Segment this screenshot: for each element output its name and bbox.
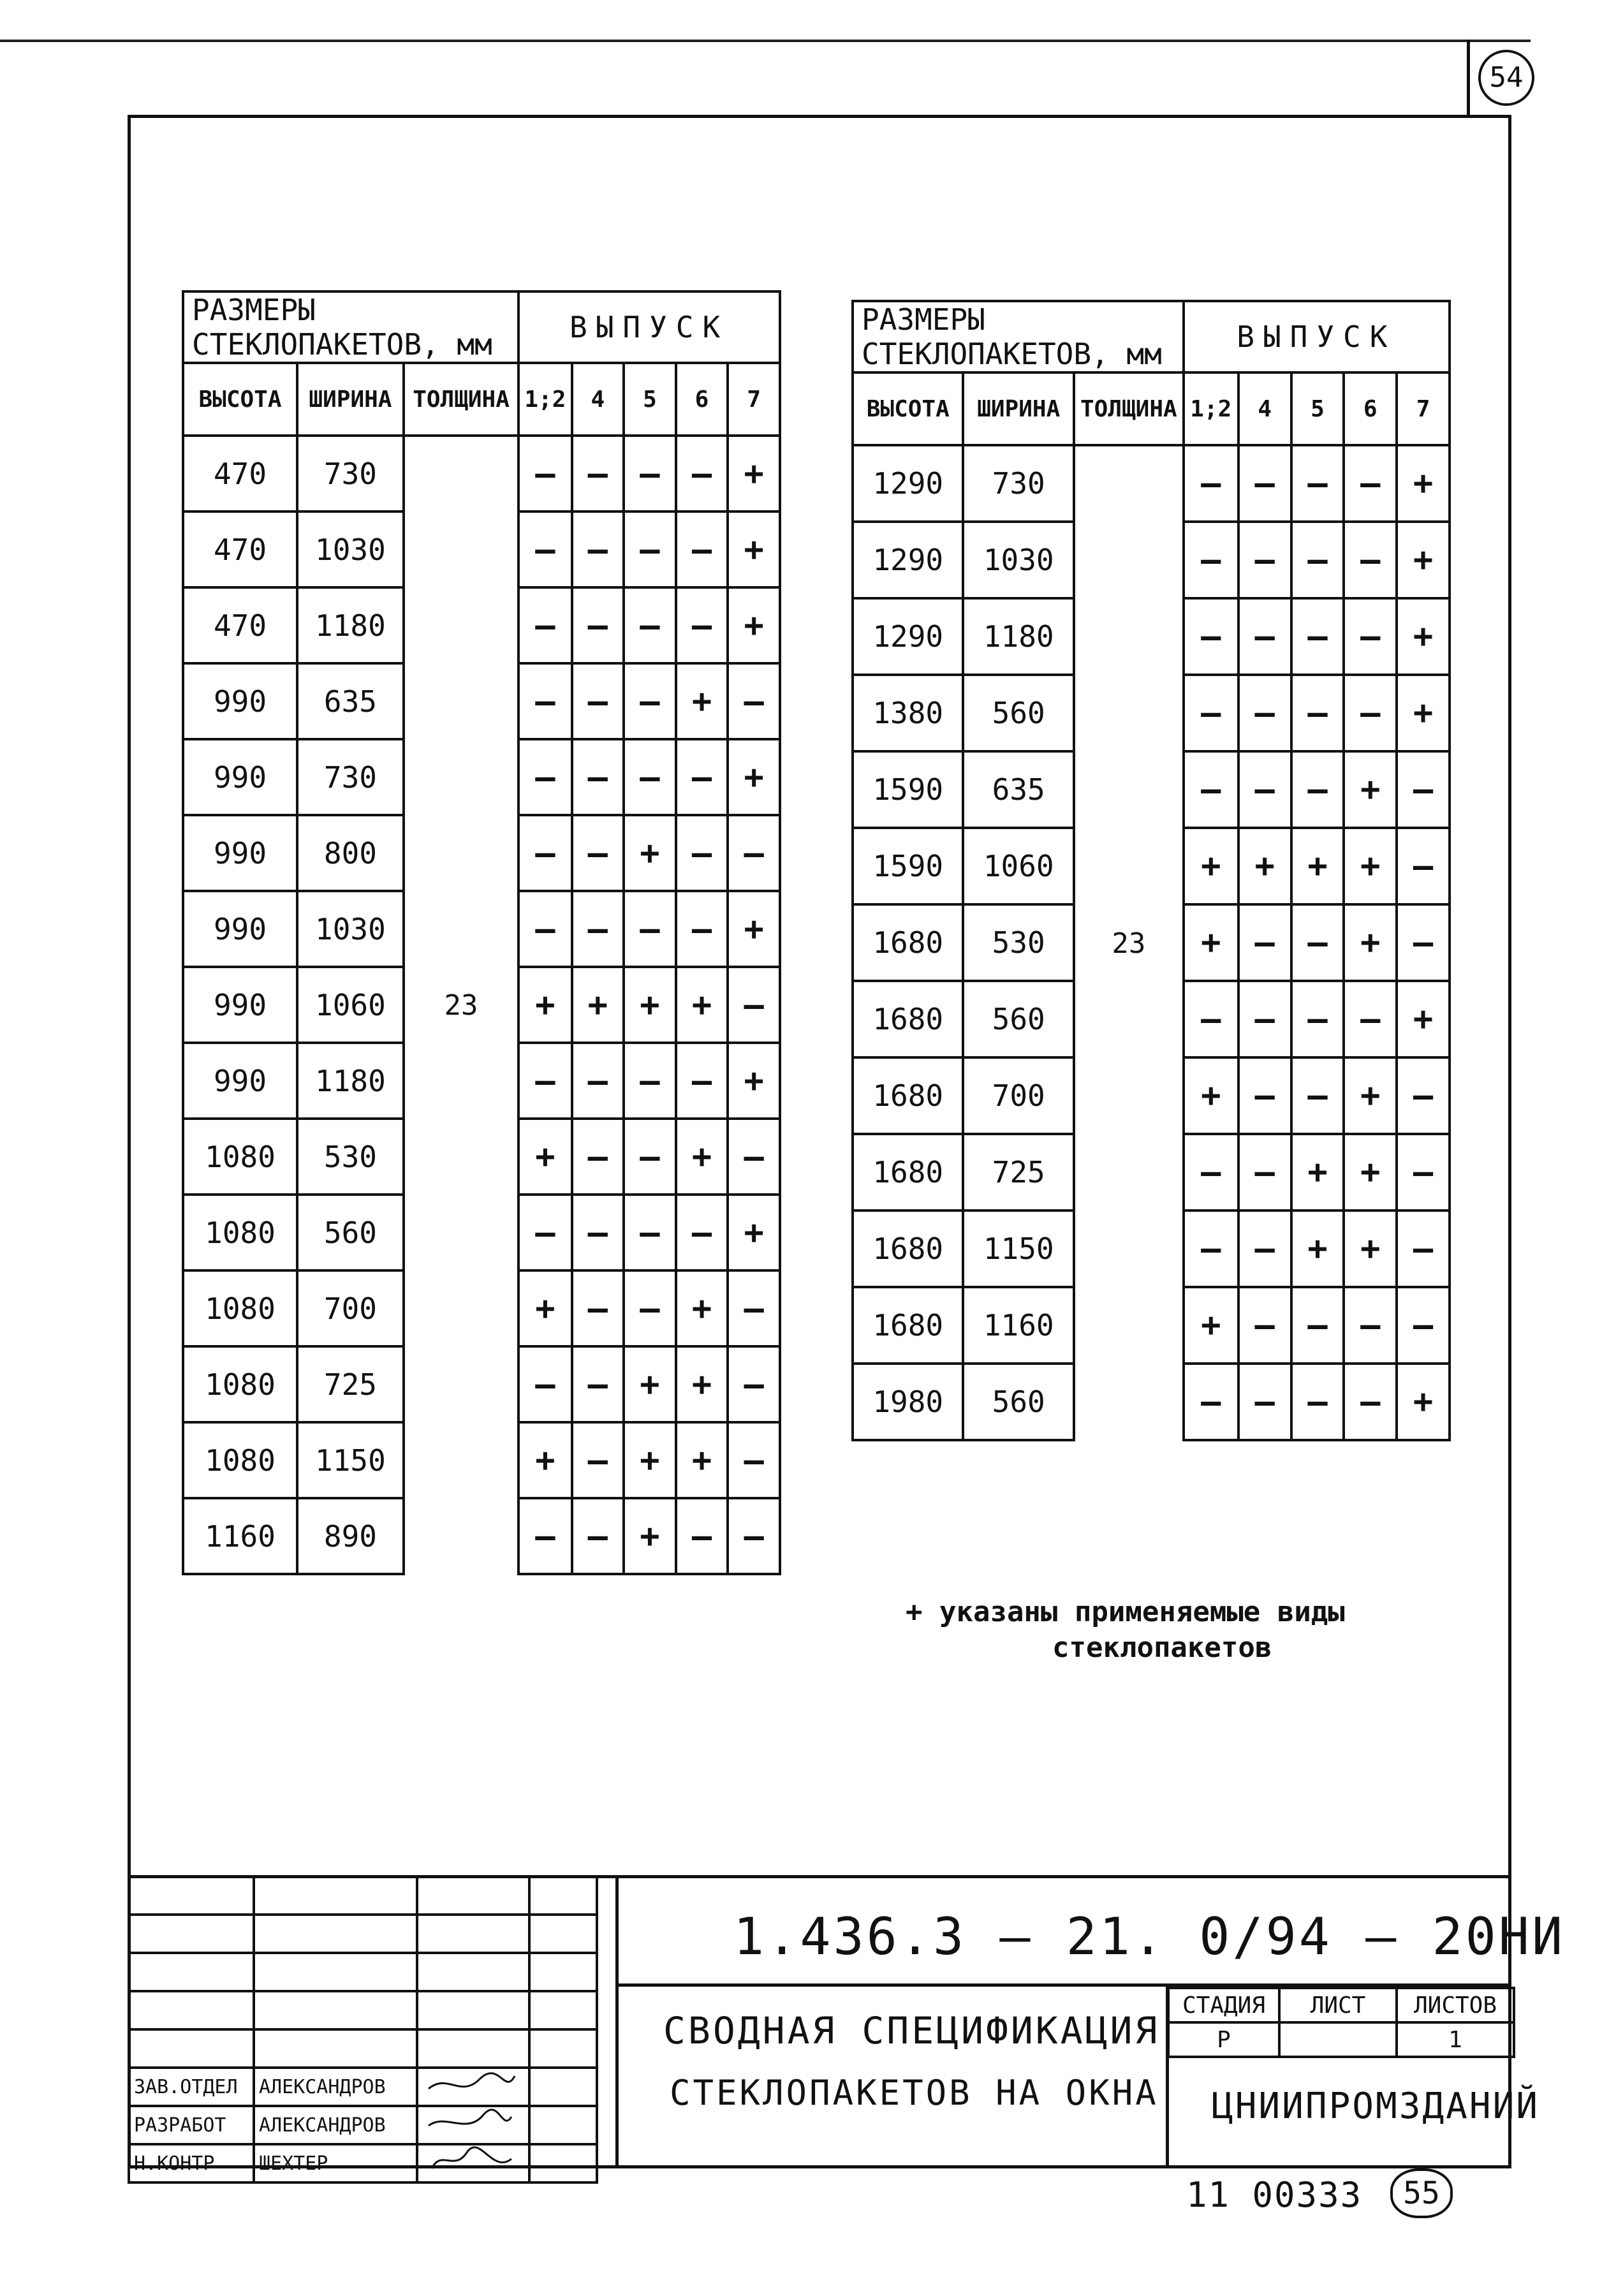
legend-note [906, 1594, 1467, 1666]
height-value: 990 [183, 739, 297, 815]
issue-mark: + [572, 967, 624, 1043]
height-value: 990 [183, 663, 297, 739]
right-header-sizes: РАЗМЕРЫ СТЕКЛОПАКЕТОВ, мм [853, 301, 1184, 372]
width-value: 730 [297, 739, 404, 815]
issue-mark: — [1238, 1211, 1291, 1287]
issue-mark: + [1184, 1287, 1238, 1364]
left-header-issue: ВЫПУСК [518, 291, 780, 363]
height-value: 1080 [183, 1195, 297, 1270]
doc-title-line-2: СТЕКЛОПАКЕТОВ НА ОКНА [670, 2073, 1159, 2113]
left-spec-table [182, 290, 781, 1575]
top-right-divider [1467, 40, 1470, 116]
issue-mark: + [1291, 1211, 1344, 1287]
issue-mark: — [518, 1043, 571, 1119]
issue-mark: — [676, 815, 728, 891]
width-value: 725 [963, 1134, 1073, 1211]
left-col-height: ВЫСОТА [183, 363, 297, 436]
right-col-width: ШИРИНА [963, 372, 1073, 445]
issue-mark: — [1397, 1057, 1450, 1134]
width-value: 560 [963, 675, 1073, 751]
issue-mark: — [728, 663, 780, 739]
sig-role: РАЗРАБОТ [129, 2106, 254, 2144]
height-value: 1680 [853, 1287, 963, 1364]
width-value: 1150 [963, 1211, 1073, 1287]
issue-mark: — [728, 1498, 780, 1574]
issue-mark: — [1291, 522, 1344, 598]
issue-mark: — [676, 891, 728, 967]
issue-mark: — [1291, 598, 1344, 675]
issue-mark: — [518, 587, 571, 663]
issue-mark: + [1238, 828, 1291, 904]
top-border-line [0, 40, 1531, 42]
thickness-value: 23 [1074, 445, 1184, 1440]
issue-mark: — [518, 1498, 571, 1574]
height-value: 990 [183, 967, 297, 1043]
sheets-value: 1 [1397, 2022, 1514, 2057]
height-value: 1680 [853, 1134, 963, 1211]
sheet-number-circle: 54 [1478, 50, 1534, 106]
sig-role: ЗАВ.ОТДЕЛ [129, 2068, 254, 2106]
issue-mark: — [1238, 1287, 1291, 1364]
width-value: 530 [297, 1119, 404, 1195]
sheets-label: ЛИСТОВ [1397, 1988, 1514, 2022]
right-spec-table [851, 300, 1451, 1441]
issue-mark: — [1238, 751, 1291, 828]
issue-mark: + [1344, 1134, 1397, 1211]
issue-mark: + [1344, 751, 1397, 828]
issue-mark: — [572, 1195, 624, 1270]
issue-mark: — [1238, 981, 1291, 1057]
issue-mark: — [1344, 445, 1397, 522]
issue-mark: — [518, 511, 571, 587]
height-value: 1680 [853, 1057, 963, 1134]
issue-mark: — [1397, 1134, 1450, 1211]
footer-number-circle: 55 [1390, 2168, 1453, 2218]
issue-mark: + [728, 891, 780, 967]
width-value: 730 [963, 445, 1073, 522]
width-value: 700 [963, 1057, 1073, 1134]
issue-mark: — [572, 891, 624, 967]
height-value: 1290 [853, 445, 963, 522]
issue-mark: — [624, 436, 676, 511]
issue-mark: + [728, 511, 780, 587]
issue-mark: + [518, 1422, 571, 1498]
issue-mark: — [624, 739, 676, 815]
footer-code: 11 00333 [1186, 2175, 1363, 2215]
issue-mark: + [676, 663, 728, 739]
table-row [853, 445, 1450, 522]
issue-mark: + [624, 815, 676, 891]
issue-mark: — [624, 663, 676, 739]
height-value: 1980 [853, 1364, 963, 1440]
sheet-label: ЛИСТ [1279, 1988, 1397, 2022]
issue-mark: — [624, 1119, 676, 1195]
sig-name: АЛЕКСАНДРОВ [254, 2106, 417, 2144]
left-issue-col: 6 [676, 363, 728, 436]
issue-mark: + [1184, 1057, 1238, 1134]
table-row [183, 436, 780, 511]
issue-mark: + [518, 1270, 571, 1346]
height-value: 470 [183, 511, 297, 587]
issue-mark: — [518, 436, 571, 511]
width-value: 635 [297, 663, 404, 739]
left-issue-col: 4 [572, 363, 624, 436]
height-value: 1080 [183, 1119, 297, 1195]
issue-mark: — [676, 739, 728, 815]
right-issue-col: 6 [1344, 372, 1397, 445]
issue-mark: + [1397, 1364, 1450, 1440]
issue-mark: — [1184, 598, 1238, 675]
right-issue-col: 4 [1238, 372, 1291, 445]
issue-mark: + [1344, 828, 1397, 904]
height-value: 470 [183, 436, 297, 511]
issue-mark: — [624, 587, 676, 663]
issue-mark: — [1397, 1287, 1450, 1364]
issue-mark: — [728, 1346, 780, 1422]
issue-mark: — [1344, 981, 1397, 1057]
issue-mark: — [624, 1043, 676, 1119]
issue-mark: — [1344, 522, 1397, 598]
right-issue-col: 1;2 [1184, 372, 1238, 445]
height-value: 1680 [853, 981, 963, 1057]
issue-mark: — [518, 739, 571, 815]
height-value: 1680 [853, 904, 963, 981]
issue-mark: — [572, 1346, 624, 1422]
right-header-issue: ВЫПУСК [1184, 301, 1450, 372]
issue-mark: — [572, 1498, 624, 1574]
issue-mark: — [1344, 1364, 1397, 1440]
issue-mark: + [728, 1195, 780, 1270]
issue-mark: — [624, 1195, 676, 1270]
issue-mark: — [572, 587, 624, 663]
issue-mark: + [624, 1498, 676, 1574]
doc-title-line-1: СВОДНАЯ СПЕЦИФИКАЦИЯ [663, 2009, 1160, 2052]
issue-mark: — [1184, 1211, 1238, 1287]
width-value: 560 [297, 1195, 404, 1270]
issue-mark: — [1238, 1364, 1291, 1440]
issue-mark: — [676, 511, 728, 587]
issue-mark: + [1344, 1057, 1397, 1134]
right-issue-col: 7 [1397, 372, 1450, 445]
issue-mark: — [624, 511, 676, 587]
issue-mark: — [572, 1043, 624, 1119]
issue-mark: — [572, 739, 624, 815]
issue-mark: — [518, 815, 571, 891]
height-value: 1080 [183, 1422, 297, 1498]
issue-mark: — [1184, 522, 1238, 598]
issue-mark: + [518, 967, 571, 1043]
issue-mark: — [676, 1195, 728, 1270]
width-value: 800 [297, 815, 404, 891]
issue-mark: — [518, 1195, 571, 1270]
height-value: 1380 [853, 675, 963, 751]
width-value: 1180 [963, 598, 1073, 675]
sig-role: Н.КОНТР [129, 2144, 254, 2182]
width-value: 560 [963, 1364, 1073, 1440]
issue-mark: — [1238, 445, 1291, 522]
issue-mark: — [624, 1270, 676, 1346]
issue-mark: — [1344, 675, 1397, 751]
height-value: 990 [183, 891, 297, 967]
issue-mark: — [518, 663, 571, 739]
height-value: 1290 [853, 522, 963, 598]
note-line-2: стеклопакетов [1052, 1631, 1272, 1664]
issue-mark: — [1291, 675, 1344, 751]
issue-mark: — [518, 891, 571, 967]
width-value: 1060 [297, 967, 404, 1043]
height-value: 1080 [183, 1270, 297, 1346]
issue-mark: — [572, 1422, 624, 1498]
issue-mark: — [1184, 1134, 1238, 1211]
height-value: 1160 [183, 1498, 297, 1574]
issue-mark: — [1238, 598, 1291, 675]
issue-mark: — [728, 1422, 780, 1498]
issue-mark: — [728, 1270, 780, 1346]
width-value: 1180 [297, 1043, 404, 1119]
width-value: 890 [297, 1498, 404, 1574]
width-value: 700 [297, 1270, 404, 1346]
issue-mark: — [1291, 1364, 1344, 1440]
issue-mark: — [1291, 1287, 1344, 1364]
issue-mark: — [1238, 522, 1291, 598]
width-value: 1030 [963, 522, 1073, 598]
issue-mark: — [728, 815, 780, 891]
width-value: 530 [963, 904, 1073, 981]
sig-name: АЛЕКСАНДРОВ [254, 2068, 417, 2106]
issue-mark: — [1184, 445, 1238, 522]
issue-mark: — [728, 1119, 780, 1195]
note-line-1: + указаны применяемые виды [906, 1596, 1345, 1628]
issue-mark: + [676, 1346, 728, 1422]
signature-mark [417, 2144, 529, 2182]
issue-mark: + [518, 1119, 571, 1195]
issue-mark: — [1344, 1287, 1397, 1364]
issue-mark: — [1291, 751, 1344, 828]
issue-mark: — [1238, 1057, 1291, 1134]
issue-mark: — [624, 891, 676, 967]
issue-mark: — [572, 663, 624, 739]
issue-mark: + [728, 1043, 780, 1119]
width-value: 725 [297, 1346, 404, 1422]
issue-mark: — [1184, 675, 1238, 751]
stage-label: СТАДИЯ [1168, 1988, 1279, 2022]
height-value: 990 [183, 815, 297, 891]
issue-mark: + [728, 436, 780, 511]
document-code: 1.436.3 – 21. 0/94 – 20НИ [733, 1907, 1566, 1966]
issue-mark: + [624, 1422, 676, 1498]
right-col-thickness: ТОЛЩИНА [1074, 372, 1184, 445]
width-value: 1060 [963, 828, 1073, 904]
issue-mark: — [572, 815, 624, 891]
stage-value: Р [1168, 2022, 1279, 2057]
issue-mark: + [1184, 828, 1238, 904]
issue-mark: — [572, 436, 624, 511]
issue-mark: + [1184, 904, 1238, 981]
signature-mark [417, 2068, 529, 2106]
issue-mark: + [1397, 598, 1450, 675]
issue-mark: + [1397, 675, 1450, 751]
issue-mark: + [676, 1422, 728, 1498]
issue-mark: — [1397, 751, 1450, 828]
height-value: 1080 [183, 1346, 297, 1422]
issue-mark: — [1291, 1057, 1344, 1134]
signature-grid [128, 1875, 598, 2184]
issue-mark: + [676, 1119, 728, 1195]
issue-mark: + [1397, 522, 1450, 598]
signature-mark [417, 2106, 529, 2144]
issue-mark: — [518, 1346, 571, 1422]
height-value: 470 [183, 587, 297, 663]
sig-name: ШЕХТЕР [254, 2144, 417, 2182]
issue-mark: + [624, 967, 676, 1043]
thickness-value: 23 [404, 436, 518, 1574]
right-col-height: ВЫСОТА [853, 372, 963, 445]
issue-mark: — [728, 967, 780, 1043]
issue-mark: + [1397, 445, 1450, 522]
issue-mark: — [1291, 904, 1344, 981]
issue-mark: — [676, 436, 728, 511]
issue-mark: — [1184, 981, 1238, 1057]
width-value: 730 [297, 436, 404, 511]
issue-mark: — [1397, 904, 1450, 981]
height-value: 1290 [853, 598, 963, 675]
issue-mark: — [1238, 675, 1291, 751]
organization-name: ЦНИИПРОМЗДАНИЙ [1212, 2086, 1540, 2127]
issue-mark: — [572, 1270, 624, 1346]
issue-mark: — [572, 511, 624, 587]
sheet-value [1279, 2022, 1397, 2057]
height-value: 1590 [853, 751, 963, 828]
issue-mark: — [1291, 445, 1344, 522]
left-issue-col: 5 [624, 363, 676, 436]
width-value: 1150 [297, 1422, 404, 1498]
issue-mark: — [572, 1119, 624, 1195]
issue-mark: + [1397, 981, 1450, 1057]
width-value: 1030 [297, 891, 404, 967]
issue-mark: — [1397, 1211, 1450, 1287]
left-issue-col: 1;2 [518, 363, 571, 436]
issue-mark: + [676, 967, 728, 1043]
width-value: 1160 [963, 1287, 1073, 1364]
issue-mark: + [1344, 1211, 1397, 1287]
issue-mark: + [728, 587, 780, 663]
width-value: 635 [963, 751, 1073, 828]
left-header-sizes: РАЗМЕРЫ СТЕКЛОПАКЕТОВ, мм [183, 291, 518, 363]
issue-mark: — [1184, 751, 1238, 828]
issue-mark: + [1291, 1134, 1344, 1211]
left-col-width: ШИРИНА [297, 363, 404, 436]
height-value: 1680 [853, 1211, 963, 1287]
issue-mark: — [1238, 904, 1291, 981]
issue-mark: — [1397, 828, 1450, 904]
issue-mark: — [1291, 981, 1344, 1057]
issue-mark: + [676, 1270, 728, 1346]
issue-mark: — [676, 1043, 728, 1119]
issue-mark: — [676, 1498, 728, 1574]
width-value: 1030 [297, 511, 404, 587]
issue-mark: — [676, 587, 728, 663]
issue-mark: + [1344, 904, 1397, 981]
issue-mark: — [1238, 1134, 1291, 1211]
left-col-thickness: ТОЛЩИНА [404, 363, 518, 436]
issue-mark: + [728, 739, 780, 815]
width-value: 1180 [297, 587, 404, 663]
left-issue-col: 7 [728, 363, 780, 436]
issue-mark: + [1291, 828, 1344, 904]
height-value: 990 [183, 1043, 297, 1119]
issue-mark: — [1184, 1364, 1238, 1440]
issue-mark: — [1344, 598, 1397, 675]
issue-mark: + [624, 1346, 676, 1422]
stage-grid [1167, 1987, 1515, 2058]
title-block-divider [615, 1875, 619, 2168]
width-value: 560 [963, 981, 1073, 1057]
right-issue-col: 5 [1291, 372, 1344, 445]
height-value: 1590 [853, 828, 963, 904]
